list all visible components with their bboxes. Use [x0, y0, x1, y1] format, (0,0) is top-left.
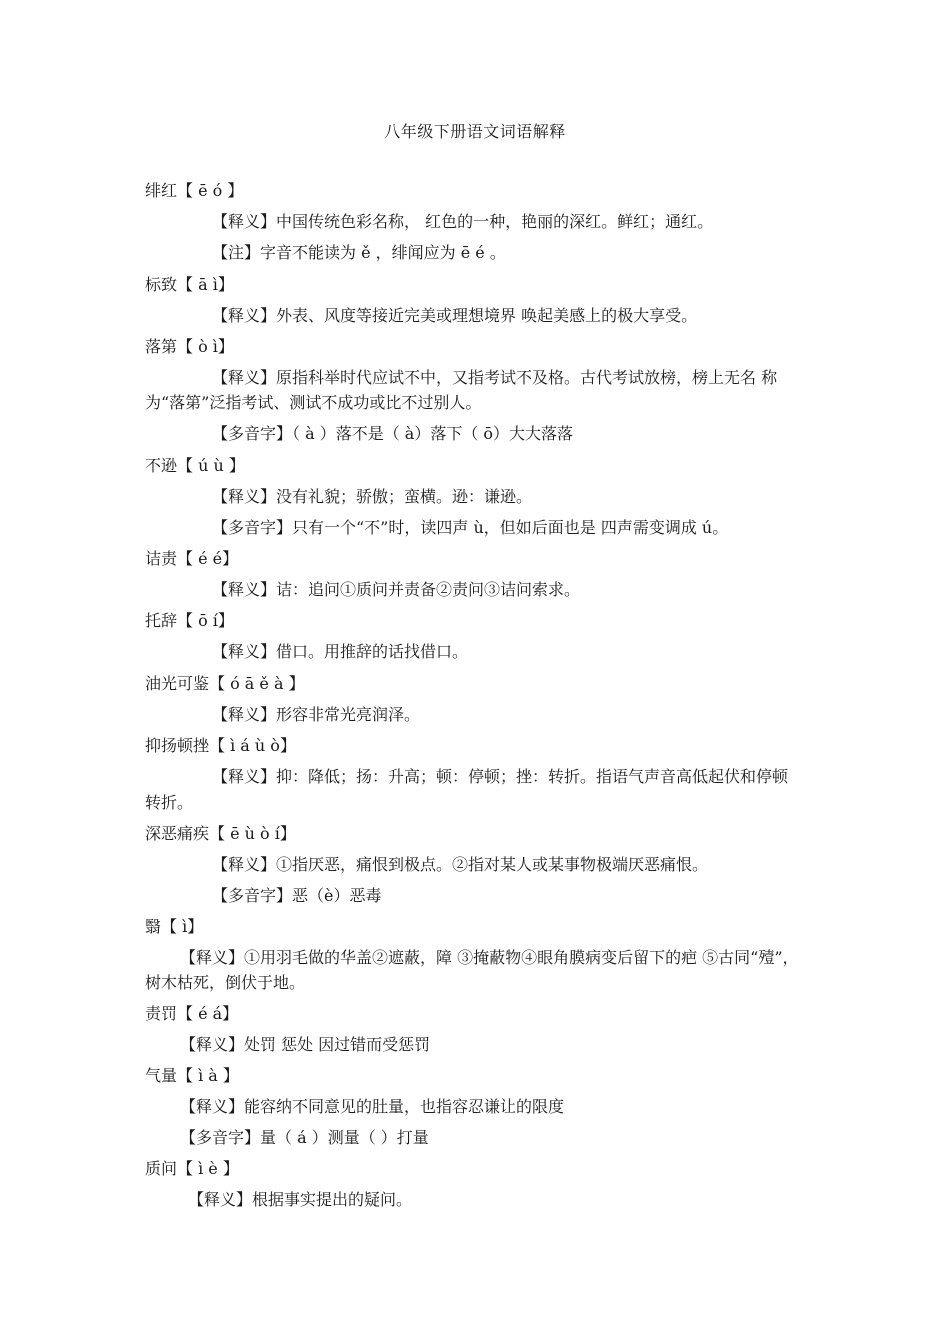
term-tuoci: 托辞【 ō í】	[145, 611, 234, 630]
definition-line-cont: 树木枯死，倒伏于地。	[145, 973, 306, 992]
term-zhiwen: 质问【 ì è 】	[145, 1159, 239, 1178]
definition-line: 【释义】形容非常光亮润泽。	[212, 705, 421, 724]
term-yi: 翳【 ì】	[145, 917, 204, 936]
term-zefa: 责罚【 é á】	[145, 1004, 239, 1023]
term-yiyangdunchuo: 抑扬顿挫【 ì á ù ò】	[145, 736, 296, 755]
term-biaozhi: 标致【 ā ì】	[145, 275, 234, 294]
polyphone-line: 【多音字】（ à ）落不是（ à）落下（ ō）大大落落	[212, 424, 574, 443]
definition-line: 【释义】中国传统色彩名称， 红色的一种，艳丽的深红。鲜红；通红。	[212, 212, 714, 231]
definition-line-cont: 为“落第”泛指考试、测试不成功或比不过别人。	[145, 393, 482, 412]
definition-line: 【释义】能容纳不同意见的肚量，也指容忍谦让的限度	[180, 1097, 565, 1116]
term-youguangkejian: 油光可鉴【 ó ā ě à 】	[145, 674, 305, 693]
term-buxun: 不逊【 ú ù 】	[145, 456, 245, 475]
definition-line-cont: 转折。	[145, 793, 194, 812]
polyphone-line: 【多音字】只有一个“不”时，读四声 ù，但如后面也是 四声需变调成 ú。	[212, 518, 729, 537]
term-luodi: 落第【 ò ì】	[145, 337, 234, 356]
definition-line: 【释义】诘：追问①质问并责备②责问③诘问索求。	[212, 580, 581, 599]
page-title: 八年级下册语文词语解释	[384, 122, 566, 141]
definition-line: 【释义】没有礼貌；骄傲；蛮横。逊：谦逊。	[212, 487, 533, 506]
term-qiliang: 气量【 ì à 】	[145, 1066, 239, 1085]
definition-line: 【释义】①指厌恶，痛恨到极点。②指对某人或某事物极端厌恶痛恨。	[212, 855, 709, 874]
term-feihong: 绯红【 ē ó 】	[145, 181, 244, 200]
definition-line: 【释义】外表、风度等接近完美或理想境界 唤起美感上的极大享受。	[212, 306, 698, 325]
definition-line: 【释义】根据事实提出的疑问。	[188, 1190, 413, 1209]
definition-line: 【释义】处罚 惩处 因过错而受惩罚	[180, 1035, 431, 1054]
definition-line: 【释义】原指科举时代应试不中，又指考试不及格。古代考试放榜，榜上无名 称	[212, 368, 778, 387]
definition-line: 【释义】①用羽毛做的华盖②遮蔽，障 ③掩蔽物④眼角膜病变后留下的疤 ⑤古同“殪”，	[180, 948, 799, 967]
polyphone-line: 【多音字】恶（è）恶毒	[212, 886, 382, 905]
definition-line: 【释义】借口。用推辞的话找借口。	[212, 642, 469, 661]
polyphone-line: 【多音字】量（ á ）测量（ ）打量	[180, 1128, 429, 1147]
definition-line: 【释义】抑：降低；扬：升高；顿：停顿；挫：转折。指语气声音高低起伏和停顿	[212, 767, 789, 786]
term-shenwutongji: 深恶痛疾【 ē ù ò í】	[145, 824, 296, 843]
note-line: 【注】字音不能读为 ě ，绯闻应为 ē é 。	[212, 243, 506, 262]
term-jieze: 诘责【 é é】	[145, 549, 239, 568]
